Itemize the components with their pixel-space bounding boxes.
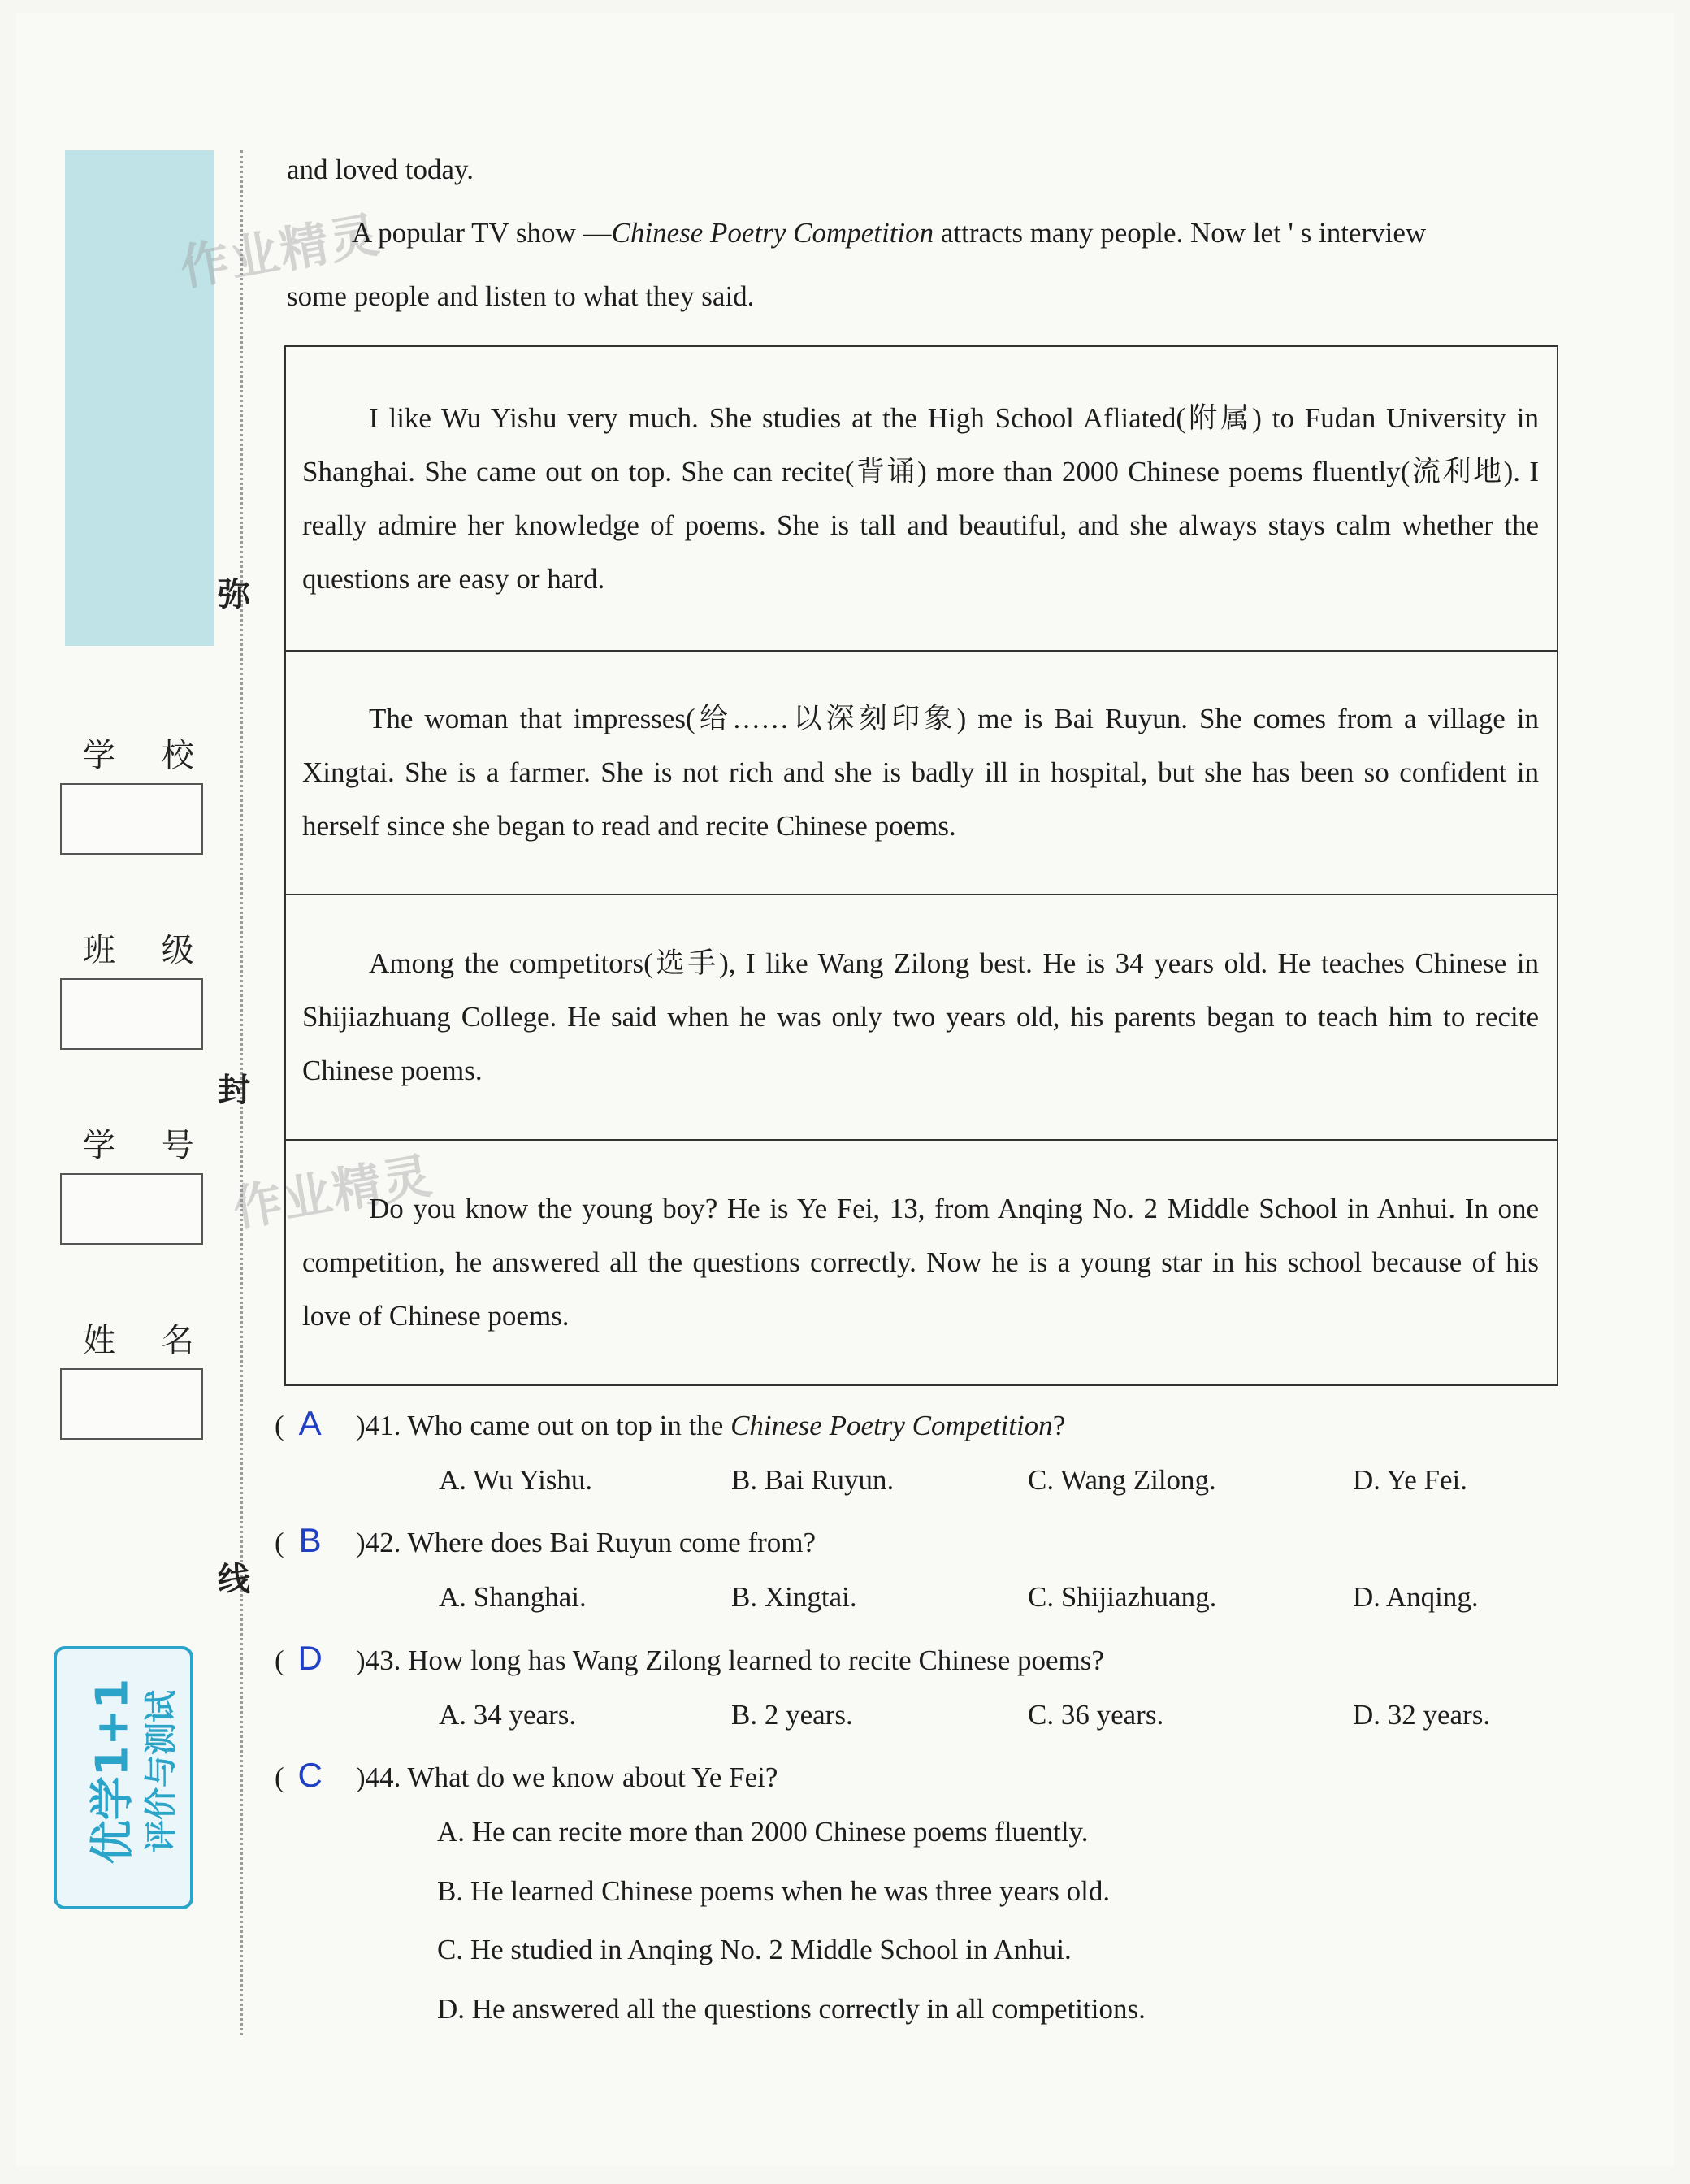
option-44-d: D. He answered all the questions correctly in all competitions. [437, 1993, 1146, 2025]
option-43-a: A. 34 years. [439, 1699, 577, 1731]
option-41-b: B. Bai Ruyun. [731, 1464, 895, 1496]
option-43-c: C. 36 years. [1028, 1699, 1164, 1731]
option-42-d: D. Anqing. [1353, 1581, 1479, 1613]
answer-44: C [297, 1756, 323, 1794]
option-44-a: A. He can recite more than 2000 Chinese poems fluently. [437, 1816, 1089, 1848]
seal-char-feng: 封 [218, 1072, 250, 1109]
seal-char-xian: 线 [218, 1561, 250, 1598]
school-label: 学 校 [83, 737, 212, 774]
student-number-label: 学 号 [83, 1127, 212, 1164]
margin-color-strip [65, 150, 214, 646]
intro-line-1: A popular TV show —Chinese Poetry Competition attracts many people. Now let ' s interview [352, 217, 1427, 249]
name-label: 姓 名 [83, 1322, 212, 1359]
class-label: 班 级 [83, 932, 212, 969]
passage-box [286, 1141, 1557, 1384]
intro-line-0: and loved today. [287, 154, 474, 185]
passage-box [286, 652, 1557, 895]
seal-char-mi: 弥 [218, 576, 250, 613]
passage-wang-zilong: Among the competitors(选手), I like Wang Zilong best. He is 34 years old. He teaches Chinese in Shijiazhuang College. He said when he was only two years old, his parents began to teach him to recite Chinese poems. [302, 947, 1539, 1086]
intro-line-2: some people and listen to what they said. [287, 280, 755, 312]
option-44-c: C. He studied in Anqing No. 2 Middle School in Anhui. [437, 1934, 1072, 1965]
passage-bai-ruyun: The woman that impresses(给……以深刻印象) me is Bai Ruyun. She comes from a village in Xingtai. She is a farmer. She is not rich and she is badly ill in hospital, but she has been so confident in herself since she began to read and recite Chinese poems. [302, 703, 1539, 842]
passage-box [286, 895, 1557, 1141]
answer-43: D [297, 1639, 323, 1677]
brand-sub-text: 评价与测试 [142, 1690, 180, 1852]
school-field[interactable] [60, 783, 203, 855]
option-41-d: D. Ye Fei. [1353, 1464, 1468, 1496]
option-42-b: B. Xingtai. [731, 1581, 857, 1613]
passage-box [286, 347, 1557, 652]
option-43-d: D. 32 years. [1353, 1699, 1491, 1731]
watermark-top: 作业精灵 [176, 206, 385, 297]
passage-wu-yishu: I like Wu Yishu very much. She studies at the High School Afliated(附属) to Fudan University in Shanghai. She came out on top. She can recite(背诵) more than 2000 Chinese poems fluently(流利地). I really admire her knowledge of poems. She is tall and beautiful, and she always stays calm whether the questions are easy or hard. [302, 401, 1539, 595]
name-field[interactable] [60, 1368, 203, 1440]
option-42-a: A. Shanghai. [439, 1581, 587, 1613]
option-42-c: C. Shijiazhuang. [1028, 1581, 1217, 1613]
answer-41: A [298, 1404, 322, 1442]
brand-main-text: 优学1+1 [86, 1678, 138, 1865]
show-title: Chinese Poetry Competition [611, 217, 934, 249]
option-41-a: A. Wu Yishu. [439, 1464, 593, 1496]
answer-42: B [298, 1521, 322, 1559]
passage-table [284, 345, 1558, 1386]
option-43-b: B. 2 years. [731, 1699, 853, 1731]
student-number-field[interactable] [60, 1173, 203, 1245]
watermark-middle: 作业精灵 [228, 1146, 438, 1238]
question-41: ( A )41. Who came out on top in the Chinese Poetry Competition? [275, 1404, 1066, 1442]
question-44: ( C )44. What do we know about Ye Fei? [275, 1756, 778, 1794]
question-42: ( B )42. Where does Bai Ruyun come from? [275, 1521, 817, 1559]
brand-logo [54, 1646, 193, 1909]
passage-ye-fei: Do you know the young boy? He is Ye Fei, 13, from Anqing No. 2 Middle School in Anhui. In one competition, he answered all the questions correctly. Now he is a young star in his school because of his love of Chinese poems. [302, 1193, 1539, 1332]
option-41-c: C. Wang Zilong. [1028, 1464, 1216, 1496]
class-field[interactable] [60, 978, 203, 1050]
option-44-b: B. He learned Chinese poems when he was three years old. [437, 1875, 1111, 1907]
question-43: ( D )43. How long has Wang Zilong learned to recite Chinese poems? [275, 1639, 1104, 1677]
